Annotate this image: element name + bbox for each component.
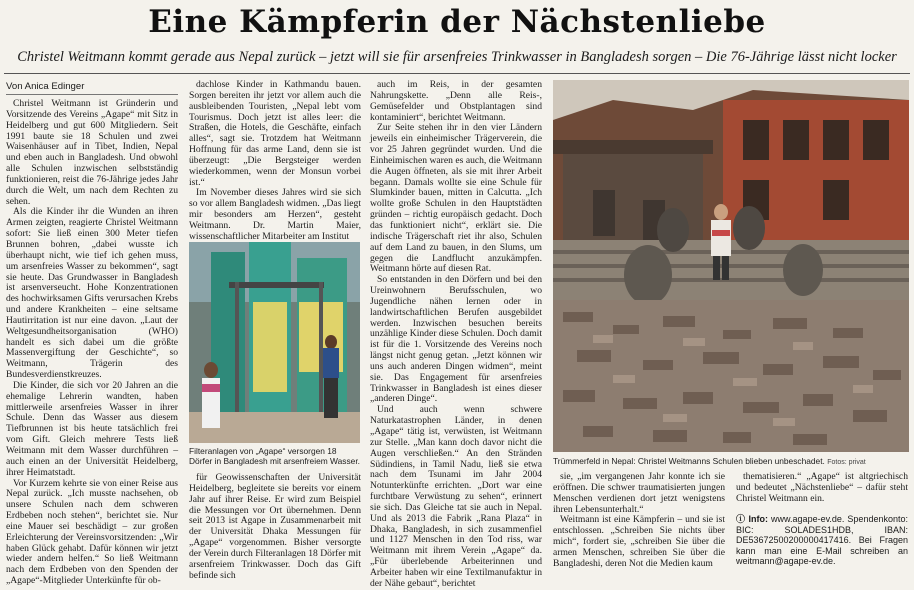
paragraph: Vor Kurzem kehrte sie von einer Reise aus Nepal zurück. „Ich musste nachsehen, ob unsere Schulen nach dem schweren Erdbeben noch stehen“, berichtet sie. Nur eine Mauer sei beschädigt – zur großen Erleichterung der Vereinsvorsitzenden: „Wir haben Glück gehabt. Dafür können wir jetzt wieder andern helfen.“ So ließ Weitmann nach dem Erdbeben von den Spenden der „Agape“-Mitglieder Unterkünfte für ob- (6, 477, 178, 587)
info-box (736, 514, 908, 581)
paragraph: Im November dieses Jahres wird sie sich so vor allem Bangladesh widmen. „Das liegt mir besonders am Herzen“, gesteht Weitmann. Dr. Martin Maier, wissenschaftlicher Mitarbeiter am Institut (189, 187, 361, 242)
paragraph: Die Kinder, die sich vor 20 Jahren an die ehemalige Lehrerin wandten, haben mittlerweile arsenfreies Wasser in ihrer Schule. Denn das Wasser aus diesem Tiefbrunnen ist bis heute tatsächlich frei vom Gift. Gleich mehrere Tests ließ Weitmann mit dem Wasser durchführen – auch einen an der Universität Heidelberg, ihrer Heimatstadt. (6, 379, 178, 478)
column-5 (736, 472, 908, 512)
paragraph: dachlose Kinder in Kathmandu bauen. Sorgen bereiten ihr jetzt vor allem auch die ausbleibenden Touristen, „Nepal lebt vom Tourismus. Doch jetzt ist alles leer: die Straßen, die Hotels, die Geschäfte, einfach alles“, sagt sie. Trotzdem hat Weitmann Hoffnung für das arme Land, denn sie ist überzeugt: „Die Bergsteiger werden wiederkommen, wenn der Monsun vorbei ist.“ (189, 79, 361, 188)
column-3 (370, 79, 542, 589)
divider (4, 73, 910, 74)
filter-photo-caption: Filteranlagen von „Agape“ versorgen 18 Dörfer in Bangladesh mit arsenfreiem Wasser. (189, 446, 360, 466)
paragraph: sie, „im vergangenen Jahr konnte ich sie eröffnen. Die schwer traumatisierten jungen Menschen verdienen dort jetzt wenigstens ihren Lebensunterhalt.“ (553, 471, 725, 515)
paragraph: Zur Seite stehen ihr in den vier Ländern jeweils ein einheimischer Trägerverein, die vor 25 Jahren gegründet wurden. Und die Einheimischen waren es auch, die Weitmann die Augen öffneten, als sie mit ihrer Arbeit begann. Damals wollte sie eine Schule für Slumkinder bauen, mitten in Calcutta. „Ich wollte große Schulen in den Hauptstädten gründen – richtig europäisch gedacht. Doch das funktioniert nicht“, erklärt sie. Die indische Trägerschaft riet ihr also, Schulen auf dem Land zu bauen, in den Slums, um gegen die Landflucht anzukämpfen. Weitmann hörte auf diesen Rat. (370, 122, 542, 275)
paragraph: für Geowissenschaften der Universität Heidelberg, begleitete sie bereits vor einem Jahr auf ihrer Reise. Er wird zum Beispiel die Messungen vor Ort übernehmen. Denn seit 2013 ist Agape in Zusammenarbeit mit der Universität Dhaka Messungen für „Agape“ vorgenommen. Bisher versorgte der Verein durch Filteranlagen 18 Dörfer mit arsenfreiem Trinkwasser. Doch das Gift befinde sich (189, 472, 361, 581)
info-icon: ⓘ (736, 514, 746, 524)
info-label: Info: (748, 514, 769, 524)
paragraph: Und auch wenn schwere Naturkatastrophen Länder, in denen „Agape“ tätig ist, verwüsten, ist Weitmann zur Stelle. „Man kann doch davor nicht die Augen verschließen.“ An den Stränden Südindiens, in Tamil Nadu, ließ sie etwa nach dem Tsunami im Jahr 2004 Notunterkünfte errichten. „Dort war eine furchtbare Verwüstung zu sehen“, erinnert sie sich. Das Gleiche tat sie auch in Nepal. Und als 2013 die Fabrik „Rana Plaza“ in Dhaka, Bangladesh, in sich zusammenfiel und 1127 Menschen in den Tod riss, war Weitmann mit ihrem Verein „Agape“ da. „Für überlebende Arbeiterinnen und Arbeiter haben wir eine Textilmanufaktur in der Nähe gebaut“, berichtet (370, 404, 542, 589)
byline-divider (6, 94, 178, 95)
rubble-field-photo (553, 80, 909, 452)
column-2-top (189, 79, 361, 242)
rubble-photo-caption-text: Trümmerfeld in Nepal: Christel Weitmanns Schulen blieben unbeschadet. (553, 456, 825, 466)
byline: Von Anica Edinger (6, 81, 85, 92)
paragraph: thematisieren.“ „Agape“ ist altgriechisch und bedeutet „Nächstenliebe“ – dafür steht Christel Weitmann ein. (736, 471, 908, 504)
column-1 (6, 98, 178, 587)
paragraph: Weitmann ist eine Kämpferin – und sie ist entschlossen. „Schreiben Sie nichts über mich“, fordert sie, „schreiben Sie über die armen Menschen, schreiben Sie über die Bangladeshi, deren Not die Medien kaum (553, 514, 725, 569)
headline: Eine Kämpferin der Nächstenliebe (148, 4, 766, 40)
photo-credit: Fotos: privat (827, 459, 866, 466)
info-text: www.agape-ev.de. Spendenkonto: BIC: SOLADES1HDB, IBAN: DE53672500200000417416. Bei Fragen kann man eine E-Mail schreiben an weitmann@agape-ev.de. (736, 514, 908, 567)
paragraph: Christel Weitmann ist Gründerin und Vorsitzende des Vereins „Agape“ mit Sitz in Heidelberg und gut 600 Mitgliedern. Seit 1991 baute sie 18 Schulen und zwei Waisenhäuser auf in Tibet, Indien, Nepal und eben auch in Bangladesh. Und obwohl alle Schulen inzwischen selbstständig funktionieren, reist die 76-Jährige jedes Jahr durch die Welt, um nach dem Rechten zu sehen. (6, 98, 178, 207)
column-2-bottom (189, 473, 361, 581)
rubble-field-image (553, 80, 909, 452)
filter-plant-photo (189, 242, 360, 443)
paragraph: So entstanden in den Dörfern und bei den Ureinwohnern Berufsschulen, wo Jugendliche nähen lernen oder in landwirtschaftlichen Berufen ausgebildet werden. Inzwischen besuchen bereits unzählige Kinder diese Schulen. Doch damit ist für die 1. Vorsitzende des Vereins noch längst nicht genug getan. „Jetzt können wir uns auch anderen Dingen widmen“, meint sie. Das Engagement für arsenfreies Trinkwasser in Bangladesh ist eines dieser „anderen Dinge“. (370, 274, 542, 405)
column-4 (553, 472, 725, 581)
paragraph: auch im Reis, in der gesamten Nahrungskette. „Denn alle Reis-, Gemüsefelder und Obstplantagen sind kontaminiert“, berichtet Weitmann. (370, 79, 542, 123)
paragraph: Als die Kinder ihr die Wunden an ihren Armen zeigten, reagierte Christel Weitmann sofort: Sie ließ einen 300 Meter tiefen Brunnen bohren, „dabei wusste ich überhaupt nicht, wie tief ich gehen muss, um arsenfreies Wasser zu bekommen“, sagt sie heute. Das Grundwasser in Bangladesh ist arsenverseucht. Hohe Konzentrationen des hochwirksamen Gifts verursachen Krebs und andere Krankheiten – eine seltsame Hautirritation ist nur eine davon. „Laut der Weltgesundheitsorganisation (WHO) handelt es sich dabei um die größte Massenvergiftung der Geschichte“, so Weitmann, Trägerin des Bundesverdienstkreuzes. (6, 206, 178, 381)
subhead: Christel Weitmann kommt gerade aus Nepal zurück – jetzt will sie für arsenfreies Trinkwasser in Bangladesh sorgen – Die 76-Jährige lässt nicht locker (17, 49, 897, 65)
rubble-photo-caption (553, 456, 909, 468)
filter-plant-image (189, 242, 360, 443)
